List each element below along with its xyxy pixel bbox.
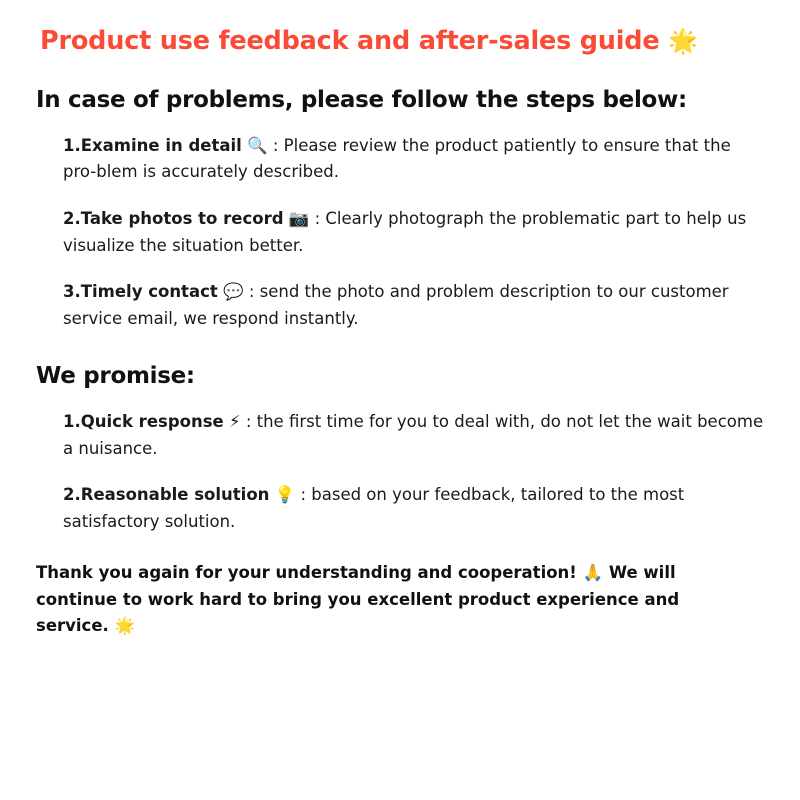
star-icon: 🌟 [668, 27, 698, 55]
page-title [40, 26, 764, 57]
problem-steps-list [36, 133, 764, 333]
step-lead: 2.Reasonable solution [63, 485, 270, 505]
magnifier-icon: 🔍 [247, 135, 268, 155]
step-body: : Clearly photograph the problematic part to help us visualize the situation better. [63, 209, 747, 255]
page-title-text: Product use feedback and after-sales guide [40, 26, 660, 56]
step-lead: 2.Take photos to record [63, 209, 284, 229]
promise-steps-list [36, 409, 764, 536]
closing-paragraph [36, 560, 752, 640]
promise-section-heading: We promise: [36, 362, 195, 389]
step-lead: 1.Examine in detail [63, 135, 242, 155]
list-item [36, 409, 764, 462]
problems-section-heading: In case of problems, please follow the steps below: [36, 86, 687, 113]
list-item [36, 133, 764, 186]
step-lead: 1.Quick response [63, 411, 224, 431]
lightbulb-icon: 💡 [274, 485, 296, 505]
star-icon: 🌟 [114, 616, 136, 636]
camera-icon: 📷 [288, 209, 310, 229]
step-lead: 3.Timely contact [63, 282, 218, 302]
step-body: : Please review the product patiently to ensure that the pro-blem is accurately described. [63, 135, 731, 182]
list-item [36, 482, 764, 535]
step-body: : based on your feedback, tailored to the most satisfactory solution. [63, 485, 685, 532]
step-body: : the first time for you to deal with, do not let the wait become a nuisance. [63, 411, 764, 458]
lightning-icon: ⚡ [228, 411, 241, 431]
speech-bubble-icon: 💬 [223, 282, 244, 302]
list-item [36, 206, 764, 259]
closing-text-part2: We will continue to work hard to bring you excellent product experience and service. [36, 562, 680, 636]
praying-hands-icon: 🙏 [582, 562, 604, 582]
closing-text-part1: Thank you again for your understanding and cooperation! [36, 562, 577, 582]
step-body: : send the photo and problem description to our customer service email, we respond instantly. [63, 282, 729, 329]
list-item [36, 279, 764, 332]
